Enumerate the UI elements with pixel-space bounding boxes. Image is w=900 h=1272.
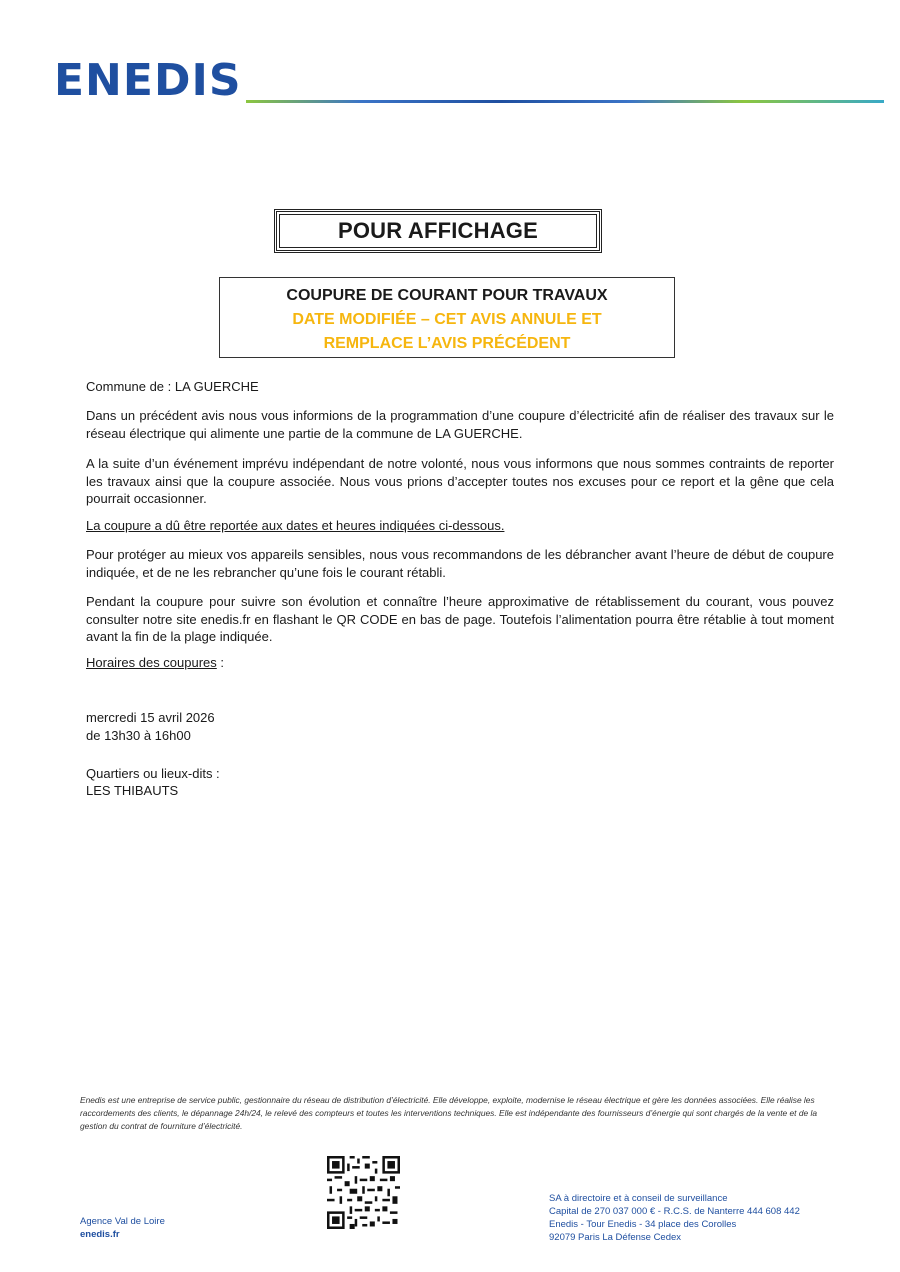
- rescheduled-text: La coupure a dû être reportée aux dates et heures indiquées ci-dessous.: [86, 518, 505, 533]
- header-divider: [246, 100, 884, 103]
- paragraph-protect-devices: Pour protéger au mieux vos appareils sensibles, nous vous recommandons de les débrancher avant l’heure de début de coupure indiquée, et de ne les rebrancher qu’une fois le courant rétabli.: [86, 547, 834, 580]
- paragraph-previous-notice: Dans un précédent avis nous vous informions de la programmation d’une coupure d’électricité afin de réaliser des travaux sur le réseau électrique qui alimente une partie de la commune de LA GUERCHE.: [86, 408, 834, 441]
- company-description: Enedis est une entreprise de service public, gestionnaire du réseau de distribution d’électricité. Elle développe, exploite, modernise le réseau électrique et gère les données associées. Elle réalise les raccordements des clients, le dépannage 24h/24, le relevé des compteurs et toutes les interventions techniques. Elle est indépendante des fournisseurs d’énergie qui sont chargés de la vente et de la gestion du contrat de fourniture d’électricité.: [80, 1095, 817, 1131]
- outage-date: mercredi 15 avril 2026: [86, 710, 215, 725]
- legal-line-2: Capital de 270 037 000 € - R.C.S. de Nanterre 444 608 442: [549, 1206, 800, 1217]
- qr-code[interactable]: [327, 1156, 400, 1229]
- schedule-heading: [86, 654, 834, 672]
- outage-time: de 13h30 à 16h00: [86, 728, 191, 743]
- paragraph-postponement: A la suite d’un événement imprévu indépendant de notre volonté, nous vous informons que nous sommes contraints de reporter les travaux ainsi que la coupure associée. Nous vous prions d’accepter toutes nos excuses pour ce report et la gêne que cela pourrait occasionner.: [86, 456, 834, 506]
- agency-block: [80, 1215, 165, 1241]
- legal-block: [549, 1192, 800, 1244]
- places-label: Quartiers ou lieux-dits :: [86, 766, 220, 781]
- places-value: LES THIBAUTS: [86, 783, 179, 798]
- commune-line: Commune de : LA GUERCHE: [86, 379, 259, 394]
- modified-notice-line1: DATE MODIFIÉE – CET AVIS ANNULE ET: [292, 311, 602, 328]
- schedule-colon: :: [216, 655, 225, 670]
- paragraph-follow-outage: Pendant la coupure pour suivre son évolution et connaître l’heure approximative de rétablissement du courant, vous pouvez consulter notre site enedis.fr en flashant le QR CODE en bas de page. Toutefois l’alimentation pourra être rétablie à tout moment avant la fin de la plage indiquée.: [86, 594, 834, 644]
- notice-title-box: [219, 277, 675, 358]
- schedule-label: Horaires des coupures: [86, 655, 217, 670]
- legal-line-1: SA à directoire et à conseil de surveillance: [549, 1193, 728, 1204]
- paragraph-rescheduled: [86, 517, 834, 535]
- website-link[interactable]: enedis.fr: [80, 1229, 120, 1240]
- legal-line-4: 92079 Paris La Défense Cedex: [549, 1232, 682, 1243]
- logo-wordmark: ENEDIS: [54, 55, 242, 106]
- display-label: POUR AFFICHAGE: [338, 218, 538, 243]
- modified-notice-line2: REMPLACE L’AVIS PRÉCÉDENT: [323, 335, 571, 352]
- legal-line-3: Enedis - Tour Enedis - 34 place des Corolles: [549, 1219, 737, 1230]
- agency-name: Agence Val de Loire: [80, 1216, 165, 1227]
- display-label-box: [274, 209, 602, 253]
- enedis-logo: [54, 55, 244, 106]
- notice-title: COUPURE DE COURANT POUR TRAVAUX: [286, 287, 608, 304]
